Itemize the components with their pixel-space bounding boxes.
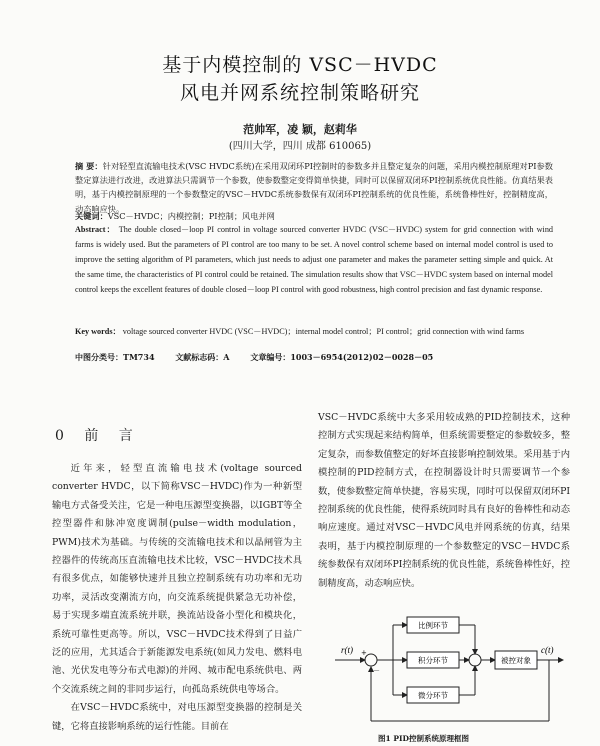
cn-keywords-label: 关键词： (75, 211, 108, 221)
minus-sign: － (373, 667, 380, 675)
proportional-label: 比例环节 (418, 621, 448, 630)
left-column (52, 460, 302, 736)
figure-caption: 图1 PID控制系统原理框图 (378, 734, 469, 743)
cn-abstract-text: 针对轻型直流输电技术(VSC HVDC系统)在采用双闭环PI控制时的参数多并且整定复杂的问题，采用内模控制原理对PI参数整定算法进行改进，改进算法只需调节一个参数，使参数整定变得简单快捷，同时可以保留双闭环PI控制系统优良性能。仿真结果表明，基于内模控制原理的一个参数整定的VSC－HVDC系统参数保有双闭环PI控制系统的优良性能，系统鲁棒性好，控制精度高，动态响应快。 (75, 161, 553, 214)
document-code: 文献标志码：A (175, 352, 230, 362)
en-abstract-label: Abstract： (75, 225, 116, 234)
right-paragraph: VSC－HVDC系统中大多采用较成熟的PID控制技术，这种控制方式实现起来结构简单，但系统需要整定的参数较多，整定复杂，而参数值整定的好坏直接影响控制效果。采用基于内模控制的PID控制方式，在控制器设计时只需要调节一个参数，使参数整定简单快捷，容易实现，同时可以保留双闭环PI控制系统的优良性能，使得系统同时具有良好的鲁棒性和动态响应速度。通过对VSC－HVDC风电并网系统的仿真，结果表明，基于内模控制原理的一个参数整定的VSC－HVDC系统参数保有双闭环PI控制系统的优良性能，系统鲁棒性好，控制精度高，动态响应快。 (318, 412, 570, 589)
chinese-abstract (75, 159, 553, 216)
chinese-keywords (75, 209, 553, 223)
en-keywords-label: Key words： (75, 327, 121, 336)
title-line-2: 风电并网系统控制策略研究 (179, 82, 420, 104)
cn-abstract-label: 摘 要： (75, 161, 103, 171)
intro-paragraph-2: 在VSC－HVDC系统中，对电压源型变换器的控制是关键，它将直接影响系统的运行性能。目前在 (52, 702, 302, 732)
output-summing-junction (469, 654, 481, 666)
cn-keywords-text: VSC－HVDC；内模控制；PI控制；风电并网 (107, 211, 275, 221)
title-line-1: 基于内模控制的 VSC－HVDC (162, 54, 438, 76)
english-abstract (75, 223, 553, 298)
english-keywords (75, 325, 553, 340)
section-heading: 0 前 言 (55, 428, 141, 444)
integral-label: 积分环节 (418, 656, 448, 665)
en-keywords-text: voltage sourced converter HVDC (VSC－HVDC)；internal model control；PI control；grid connection with wind farms (122, 327, 525, 336)
pid-block-diagram (335, 615, 565, 730)
intro-paragraph-1: 近年来，轻型直流输电技术(voltage sourced converter HVDC，以下简称VSC－HVDC)作为一种新型输电方式备受关注，它是一种电压源型变换器，以IGBT等全控型器件和脉冲宽度调制(pulse－width modulation，PWM)技术为基础。与传统的交流输电技术和以晶闸管为主控器件的传统高压直流输电技术比较，VSC－HVDC技术具有很多优点，如能够快速并且独立控制系统有功功率和无功功率，灵活改变潮流方向，向交流系统提供紧急无功补偿，易于实现多端直流系统并联，换流站设备小型化和模块化，系统可靠性更高等。所以，VSC－HVDC技术得到了日益广泛的应用，尤其适合于新能源发电系统(如风力发电、燃料电池、光伏发电等分布式电源)的并网、城市配电系统供电、两个交流系统之间的非同步运行，向孤岛系统供电等场合。 (52, 463, 302, 695)
output-label: c(t) (541, 645, 554, 655)
authors: 范帅军，凌 颖，赵莉华 (243, 123, 357, 136)
input-label: r(t) (341, 645, 353, 655)
classification-number: 中图分类号：TM734 (75, 352, 155, 362)
affiliation: (四川大学，四川 成都 610065) (228, 141, 372, 152)
article-number: 文章编号：1003－6954(2012)02－0028－05 (250, 352, 434, 362)
en-abstract-text: The double closed－loop PI control in voltage sourced converter HVDC (VSC－HVDC) system for grid connection with wind farms is widely used. But the parameters of PI control are too many to be set. A novel control scheme based on internal model control is used to improve the setting algorithm of PI parameters, which just needs to adjust one parameter and makes the parameter setting simple and quick. At the same time, the characteristics of PI control could be retained. The simulation results show that VSC－HVDC system based on internal model control keeps the excellent features of double closed－loop PI control with good robustness, high control precision and fast dynamic response. (75, 225, 554, 294)
derivative-label: 微分环节 (418, 691, 448, 700)
right-column (318, 409, 570, 593)
plant-label: 被控对象 (501, 656, 531, 665)
classification-line (75, 352, 553, 363)
plus-sign: + (361, 649, 367, 657)
